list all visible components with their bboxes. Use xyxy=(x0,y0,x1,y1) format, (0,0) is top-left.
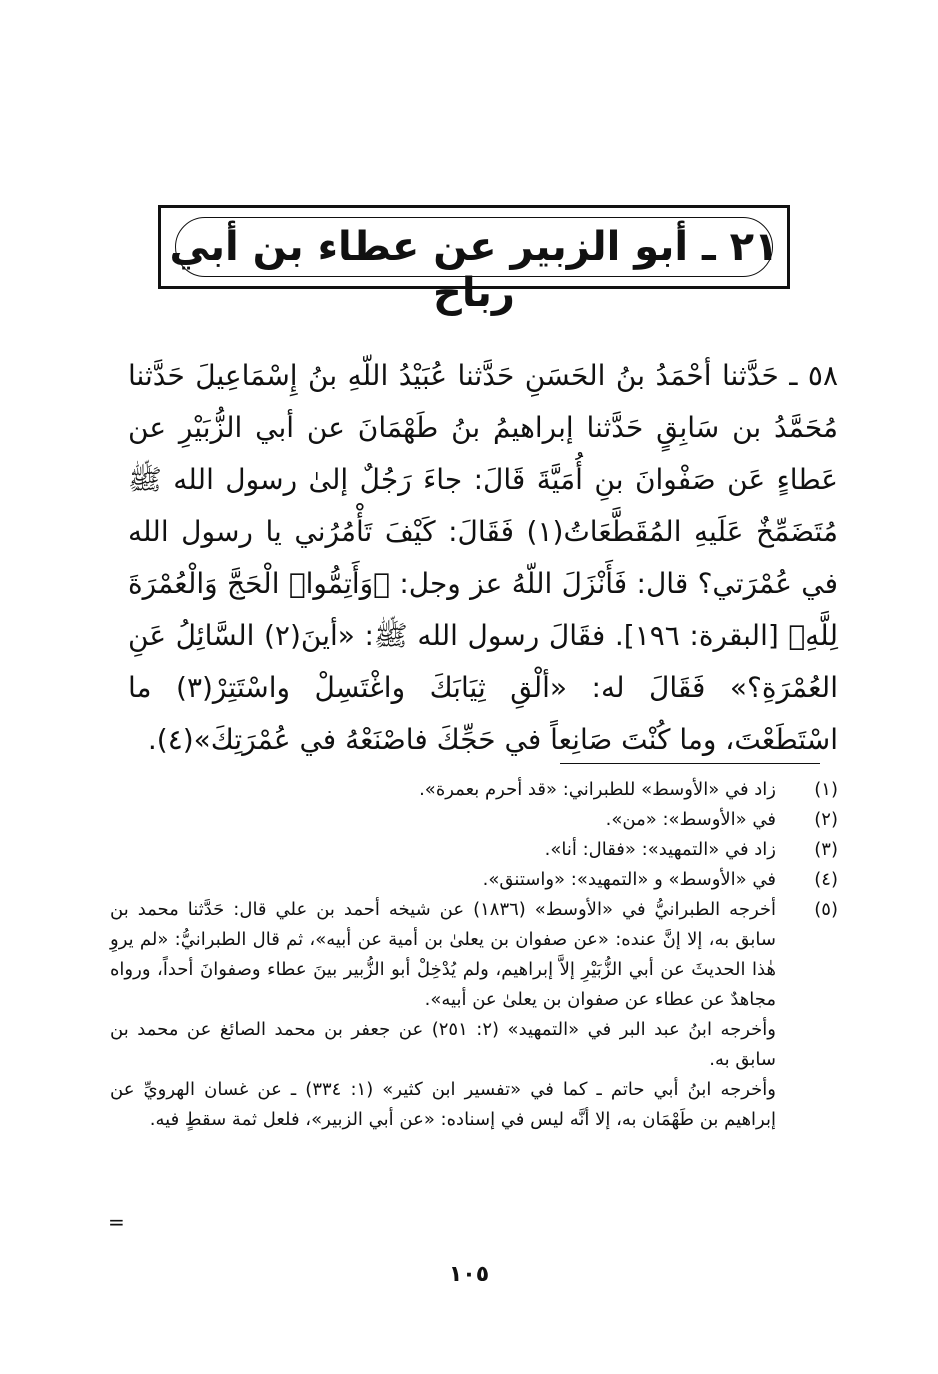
page-number: ١٠٥ xyxy=(448,1262,490,1287)
footnote-text: في «الأوسط» و «التمهيد»: «واستنق». xyxy=(482,869,776,890)
footnote-number: (٢) xyxy=(814,809,838,830)
footnote-1 xyxy=(110,775,838,805)
footnote-number: (٤) xyxy=(814,869,838,890)
footnote-4 xyxy=(110,865,838,895)
footnote-text xyxy=(110,895,776,1135)
footnote-number: (٣) xyxy=(814,839,838,860)
footnote-paragraph: أخرجه الطبرانيُّ في «الأوسط» (١٨٣٦) عن شيخه أحمد بن علي قال: حَدَّثنا محمد بن سابق به، إلا إنَّ عنده: «عن صفوان بن يعلىٰ بن أمية عن أبيه»، ثم قال الطبرانيُّ: «لم يروِ هٰذا الحديثَ عن أبي الزُّبَيْرِ إلاَّ إبراهيم، ولم يُدْخِلْ أبو الزُّبير بينَ عطاء وصفوانَ أحداً، ورواه مجاهدٌ عن عطاء عن صفوان بن يعلىٰ عن أبيه». xyxy=(110,899,777,1010)
footnote-separator xyxy=(560,763,820,764)
footnote-paragraph: وأخرجه ابنُ عبد البر في «التمهيد» (٢: ٢٥١) عن جعفر بن محمد الصائغ عن محمد بن سابق به. xyxy=(110,1019,776,1070)
chapter-title: ٢١ ـ أبو الزبير عن عطاء بن أبي رباح xyxy=(169,224,779,316)
footnote-paragraph: وأخرجه ابنُ أبي حاتم ـ كما في «تفسير ابن كثير» (١: ٣٣٤) ـ عن غسان الهرويِّ عن إبراهيم بن طَهْمَان به، إلا أنَّه ليس في إسناده: «عن أبي الزبير»، فلعل ثمة سقطٍ فيه. xyxy=(110,1079,776,1130)
chapter-title-frame xyxy=(158,205,790,316)
continuation-mark: = xyxy=(108,1210,125,1234)
footnote-3 xyxy=(110,835,838,865)
footnote-text: في «الأوسط»: «من». xyxy=(605,809,776,830)
footnote-number: (١) xyxy=(814,779,838,800)
footnotes xyxy=(110,775,838,1135)
footnote-2 xyxy=(110,805,838,835)
hadith-paragraph: ٥٨ ـ حَدَّثنا أحْمَدُ بنُ الحَسَنِ حَدَّثنا عُبَيْدُ اللّهِ بنُ إِسْمَاعِيلَ حَدَّثنا مُحَمَّدُ بن سَابِقٍ حَدَّثنا إبراهيمُ بنُ طَهْمَانَ عن أبي الزُّبَيْرِ عن عَطاءٍ عَن صَفْوانَ بنِ أُمَيَّةَ قَالَ: جاءَ رَجُلٌ إلىٰ رسول الله ﷺ مُتَضَمِّخٌ عَلَيهِ المُقَطَّعَاتُ(١) فَقَالَ: كَيْفَ تَأْمُرُني يا رسول الله في عُمْرَتي؟ قال: فَأَنْزَلَ اللّهُ عز وجل: ﴿وَأَتِمُّوا۟ الْحَجَّ وَالْعُمْرَةَ لِلَّهِ﴾ [البقرة: ١٩٦]. فقَالَ رسول الله ﷺ: «أينَ(٢) السَّائِلُ عَنِ العُمْرَةِ؟» فَقَالَ له: «ألْقِ ثِيَابَكَ واغْتَسِلْ واسْتَتِرْ(٣) ما اسْتَطَعْتَ، وما كُنْتَ صَانِعاً في حَجِّكَ فاصْنَعْهُ في عُمْرَتِكَ»(٤). xyxy=(128,359,838,756)
footnote-number: (٥) xyxy=(814,899,838,920)
hadith-body xyxy=(128,350,838,766)
footnote-5 xyxy=(110,895,838,1135)
footnote-text: زاد في «التمهيد»: «فقال: أنا». xyxy=(544,839,776,860)
footnote-text: زاد في «الأوسط» للطبراني: «قد أحرم بعمرة». xyxy=(419,779,776,800)
